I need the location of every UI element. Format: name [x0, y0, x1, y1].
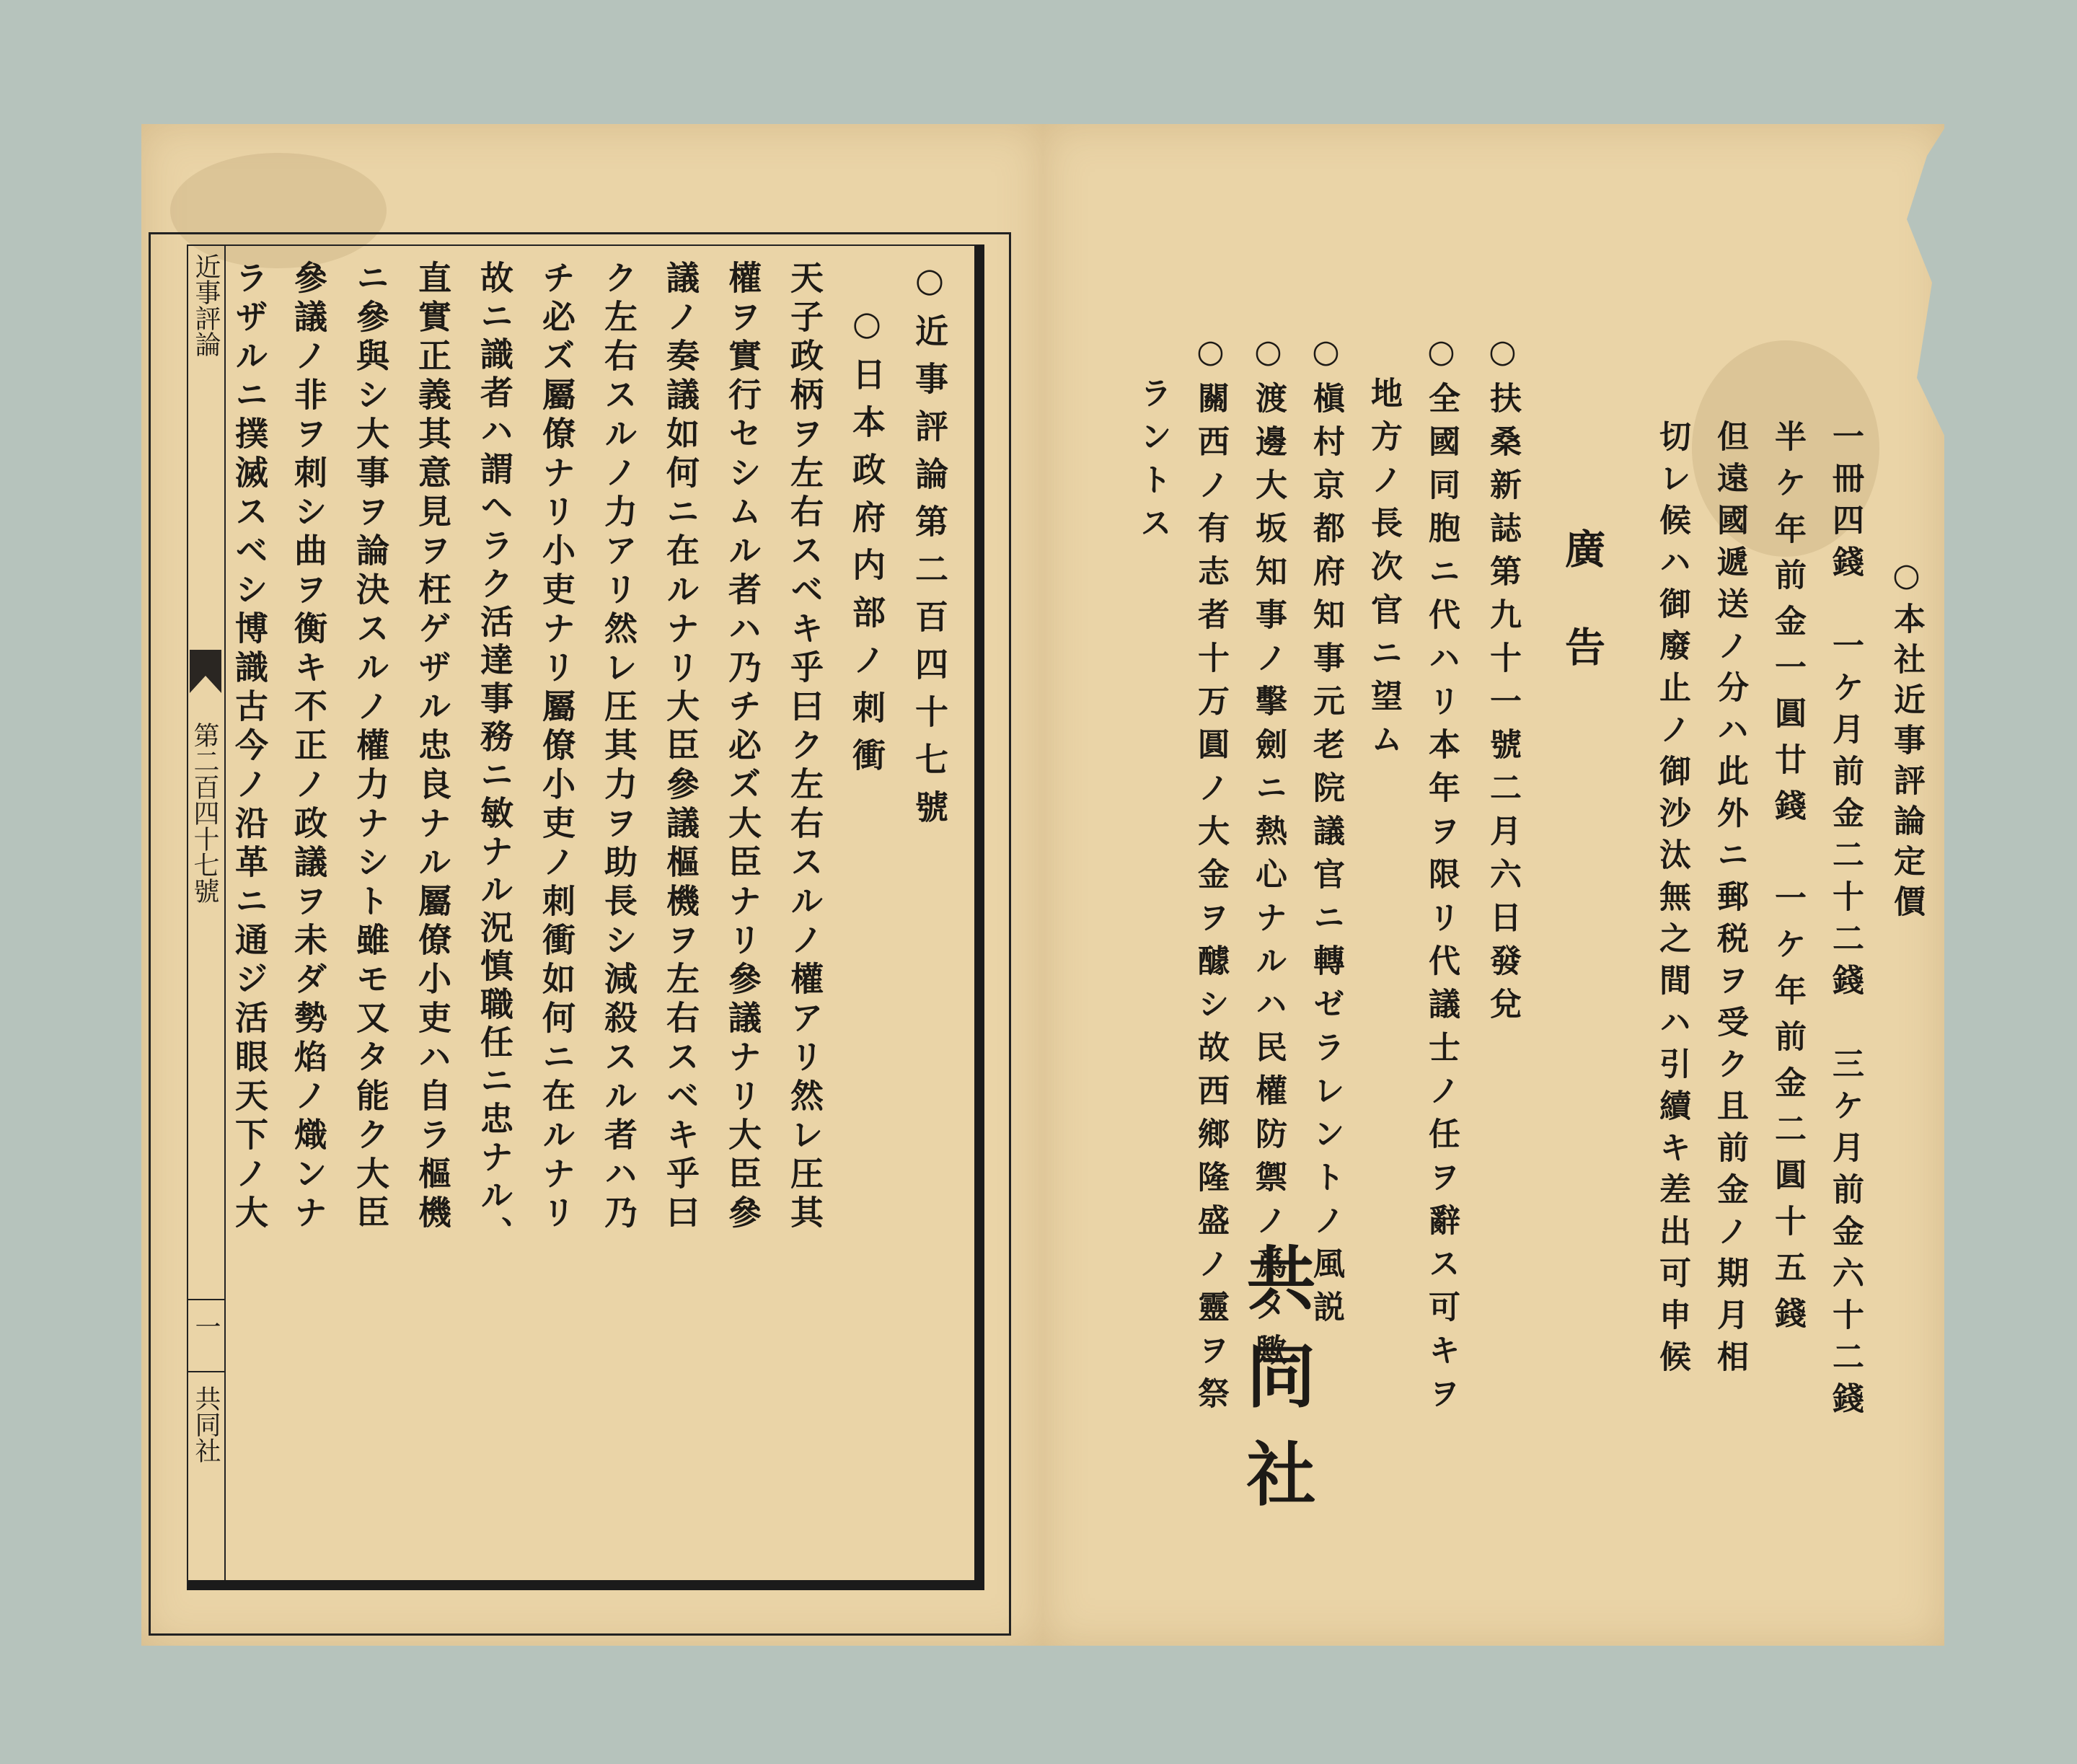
- ad-item: 地方ノ長次官ニ望ム: [1365, 376, 1402, 766]
- fold-mark-icon: [190, 650, 221, 693]
- open-book: [141, 124, 1944, 1646]
- page-margin-column: [188, 246, 226, 1580]
- body-column: 直實正義其意見ヲ枉ゲザル忠良ナル屬僚小吏ハ自ラ樞機: [413, 260, 452, 1234]
- price-header: ○本社近事評論定價: [1888, 557, 1925, 925]
- right-page: [1043, 124, 1944, 1646]
- margin-issue: 第二百四十七號: [190, 722, 219, 904]
- body-column: 議ノ奏議如何ニ在ルナリ大臣參議樞機ヲ左右スベキ乎曰: [661, 260, 700, 1234]
- body-column: ク左右スルノ力アリ然レ圧其力ヲ助長シ減殺スル者ハ乃: [599, 260, 638, 1234]
- ad-item: ラントス: [1134, 376, 1171, 550]
- body-column: 天子政柄ヲ左右スベキ乎曰ク左右スルノ權アリ然レ圧其: [785, 260, 824, 1234]
- text-frame-inner: [187, 244, 984, 1590]
- body-column: ○日本政府内部ノ刺衝: [847, 304, 886, 785]
- ad-item: ○扶桑新誌第九十一號二月六日發兌: [1484, 333, 1521, 1031]
- ad-item: ○渡邊大坂知事ノ擊劍ニ熱心ナルハ民權防禦ノ爲メ歟: [1250, 333, 1287, 1377]
- margin-divider: [188, 1299, 224, 1300]
- ad-heading: 廣告: [1558, 528, 1606, 724]
- price-column: 一冊四錢 一ケ月前金二十二錢 三ケ月前金六十二錢: [1827, 420, 1864, 1424]
- margin-page-number: 一: [191, 1313, 221, 1339]
- body-column: ニ參與シ大事ヲ論決スルノ權力ナシト雖モ又タ能ク大臣: [351, 260, 390, 1234]
- margin-title: 近事評論: [191, 253, 221, 357]
- ad-item: ○槇村京都府知事元老院議官ニ轉ゼラレントノ風説: [1308, 333, 1344, 1333]
- body-column: 故ニ識者ハ謂ヘラク活達事務ニ敏ナル況慎職任ニ忠ナル、: [475, 260, 514, 1254]
- body-column: ラザルニ撲滅スベシ博識古今ノ沿革ニ通ジ活眼天下ノ大: [230, 260, 269, 1234]
- body-column: チ必ズ屬僚ナリ小吏ナリ屬僚小吏ノ刺衝如何ニ在ルナリ: [537, 260, 576, 1234]
- margin-divider: [188, 1371, 224, 1372]
- body-column: 權ヲ實行セシムル者ハ乃チ必ズ大臣ナリ參議ナリ大臣參: [723, 260, 762, 1234]
- torn-edge: [1897, 124, 1947, 441]
- price-column: 切レ候ハ御廢止ノ御沙汰無之間ハ引續キ差出可申候: [1654, 420, 1690, 1382]
- ad-item: ○全國同胞ニ代ハリ本年ヲ限リ代議士ノ任ヲ辭ス可キヲ: [1423, 333, 1460, 1420]
- left-page: [141, 124, 1045, 1646]
- publisher-name: 共同社: [1235, 1242, 1317, 1536]
- body-column: ○近事評論第二百四十七號: [910, 260, 949, 837]
- price-column: 但遠國遞送ノ分ハ此外ニ郵税ヲ受ク且前金ノ期月相: [1711, 420, 1748, 1382]
- margin-publisher: 共同社: [191, 1385, 221, 1463]
- ad-item: ○關西ノ有志者十万圓ノ大金ヲ醵シ故西鄉隆盛ノ靈ヲ祭: [1192, 333, 1229, 1420]
- body-column: 參議ノ非ヲ刺シ曲ヲ衡キ不正ノ政議ヲ未ダ勢焰ノ熾ンナ: [289, 260, 328, 1234]
- text-frame: [149, 232, 1011, 1636]
- price-column: 半ケ年前金一圓廿錢 一ケ年前金二圓十五錢: [1769, 420, 1806, 1343]
